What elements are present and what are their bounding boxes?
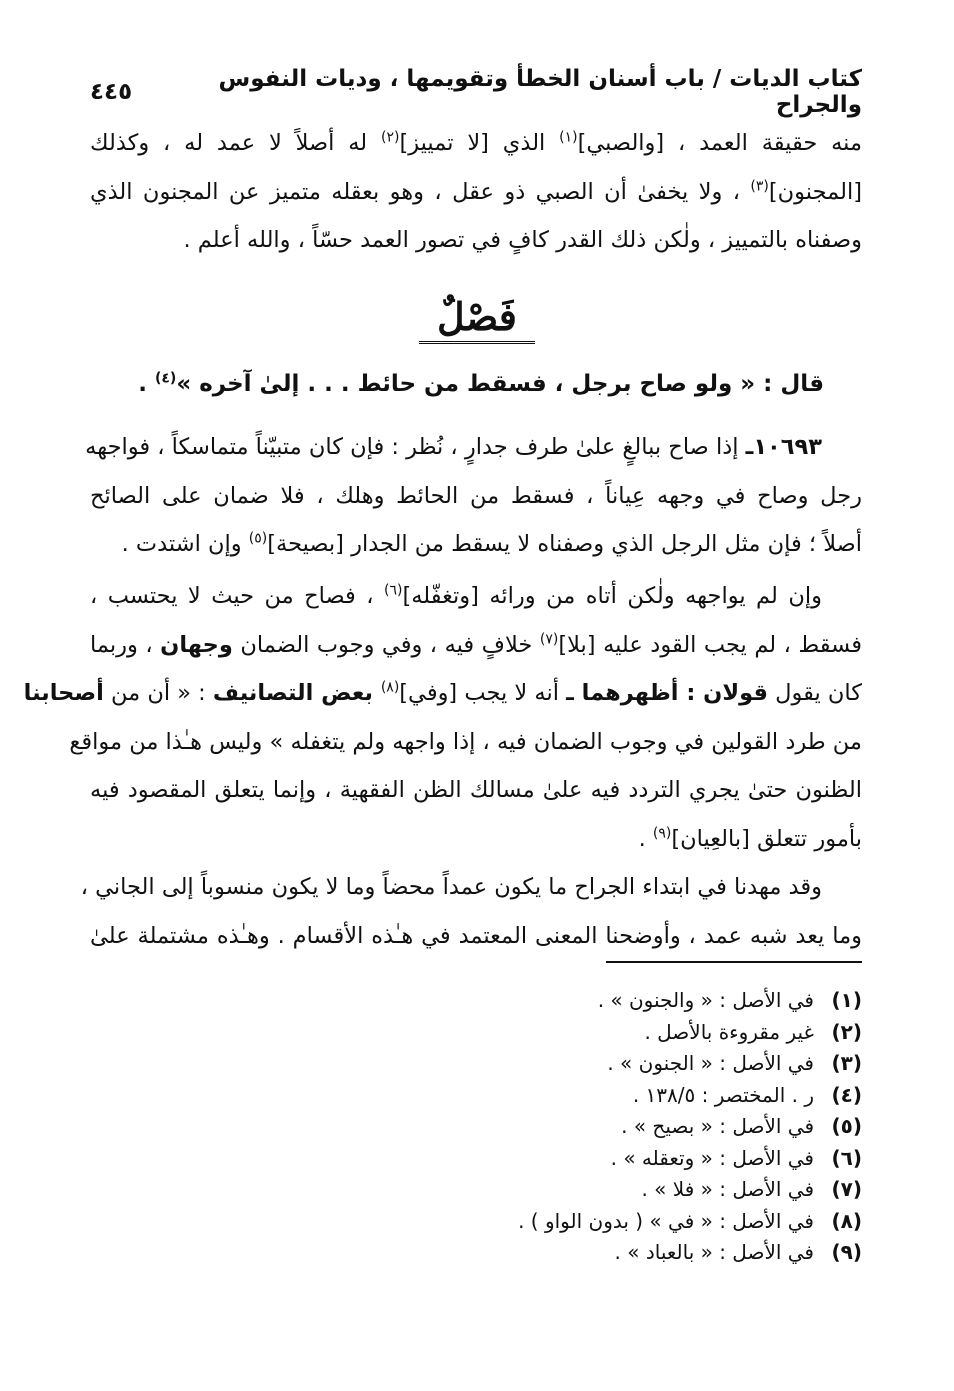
text-line: فسقط ، لم يجب القود عليه [بلا]$^{(٧)}$ خلافٍ فيه ، وفي وجوب الضمان وجهان ، وربما — [90, 631, 862, 658]
text-line: رجل وصاح في وجهه عِياناً ، فسقط من الحائط وهلك ، فلا ضمان على الصائح — [90, 482, 862, 509]
footnote-mark: (٥) — [248, 530, 268, 547]
footnote: (٧)في الأصل : « فلا » . — [641, 1177, 862, 1201]
footnote-mark: (٤) — [154, 370, 177, 387]
text-line: وإن لم يواجهه ولٰكن أتاه من ورائه [وتغفّله]$^{(٦)}$ ، فصاح من حيث لا يحتسب ، — [90, 582, 822, 609]
text-line: [المجنون]$^{(٣)}$ ، ولا يخفىٰ أن الصبي ذو عقل ، وهو بعقله متميز عن المجنون الذي — [90, 178, 862, 205]
text-line: بأمور تتعلق [بالعِيان]$^{(٩)}$ . — [638, 825, 862, 852]
footnote: (٤)ر . المختصر : ١٣٨/٥ . — [632, 1082, 862, 1107]
footnote-mark: (٢) — [380, 129, 400, 146]
text-line: الظنون حتىٰ يجري التردد فيه علىٰ مسالك الظن الفقهية ، وإنما يتعلق المقصود فيه — [90, 777, 862, 803]
paragraph-number: ١٠٦٩٣ـ — [745, 434, 822, 460]
footnote: (٦)في الأصل : « وتعقله » . — [610, 1145, 862, 1170]
footnote: (٣)في الأصل : « الجنون » . — [607, 1051, 862, 1075]
qal-line: قال : « ولو صاح برجل ، فسقط من حائط . . . إلىٰ آخره »$^{(٤)}$ . — [138, 370, 824, 397]
page-number: ٤٤٥ — [90, 79, 133, 105]
paragraph-2 — [23, 572, 862, 863]
footnote: (٩)في الأصل : « بالعباد » . — [614, 1240, 862, 1264]
footnote-separator — [606, 961, 862, 963]
footnote-mark: (٦) — [383, 582, 403, 599]
text-line: وقد مهدنا في ابتداء الجراح ما يكون عمداً محضاً وما لا يكون منسوباً إلى الجاني ، — [80, 874, 822, 900]
paragraph-10693 — [85, 423, 862, 569]
text-line: ١٠٦٩٣ـ إذا صاح ببالغٍ علىٰ طرف جدارٍ ، نُظر : فإن كان متبيّناً متماسكاً ، فواجهه — [85, 434, 822, 460]
text-line: أصلاً ؛ فإن مثل الرجل الذي وصفناه لا يسقط من الجدار [بصيحة]$^{(٥)}$ وإن اشتدت . — [121, 530, 862, 557]
section-heading: فَصْلٌ — [419, 292, 535, 344]
footnote-mark: (٣) — [750, 178, 769, 194]
section-heading-ornament — [0, 292, 954, 344]
text-line: وما يعد شبه عمد ، وأوضحنا المعنى المعتمد في هـٰذه الأقسام . وهـٰذه مشتملة علىٰ — [90, 922, 862, 949]
footnote: (١)في الأصل : « والجنون » . — [597, 988, 862, 1012]
paragraph-3 — [80, 863, 862, 960]
header-title: كتاب الديات / باب أسنان الخطأ وتقويمها ، وديات النفوس والجراح — [218, 66, 862, 118]
footnote-mark: (٩) — [652, 825, 672, 841]
top-paragraph — [90, 119, 862, 265]
footnote: (٥)في الأصل : « بصيح » . — [621, 1114, 862, 1138]
footnote-mark: (١) — [559, 129, 578, 146]
footnote: (٢)غير مقروءة بالأصل . — [644, 1019, 862, 1044]
qal-label: قال : — [763, 371, 824, 397]
footnote: (٨)في الأصل : « في » ( بدون الواو ) . — [518, 1208, 862, 1233]
footnotes — [90, 985, 862, 1269]
running-header — [90, 66, 862, 118]
text-line: من طرد القولين في وجوب الضمان فيه ، إذا واجهه ولم يتغفله » وليس هـٰذا من مواقع — [69, 728, 862, 755]
text-line: منه حقيقة العمد ، [والصبي]$^{(١)}$ الذي [لا تمييز]$^{(٢)}$ له أصلاً لا عمد له ، وكذلك — [90, 129, 862, 156]
text-line: وصفناه بالتمييز ، ولٰكن ذلك القدر كافٍ في تصور العمد حسّاً ، والله أعلم . — [183, 227, 862, 253]
text-line: كان يقول قولان : أظهرهما ـ أنه لا يجب [وفي]$^{(٨)}$ بعض التصانيف : « أن من أصحابنا — [23, 679, 862, 706]
footnote-mark: (٨) — [380, 679, 400, 696]
footnote-mark: (٧) — [539, 631, 559, 647]
